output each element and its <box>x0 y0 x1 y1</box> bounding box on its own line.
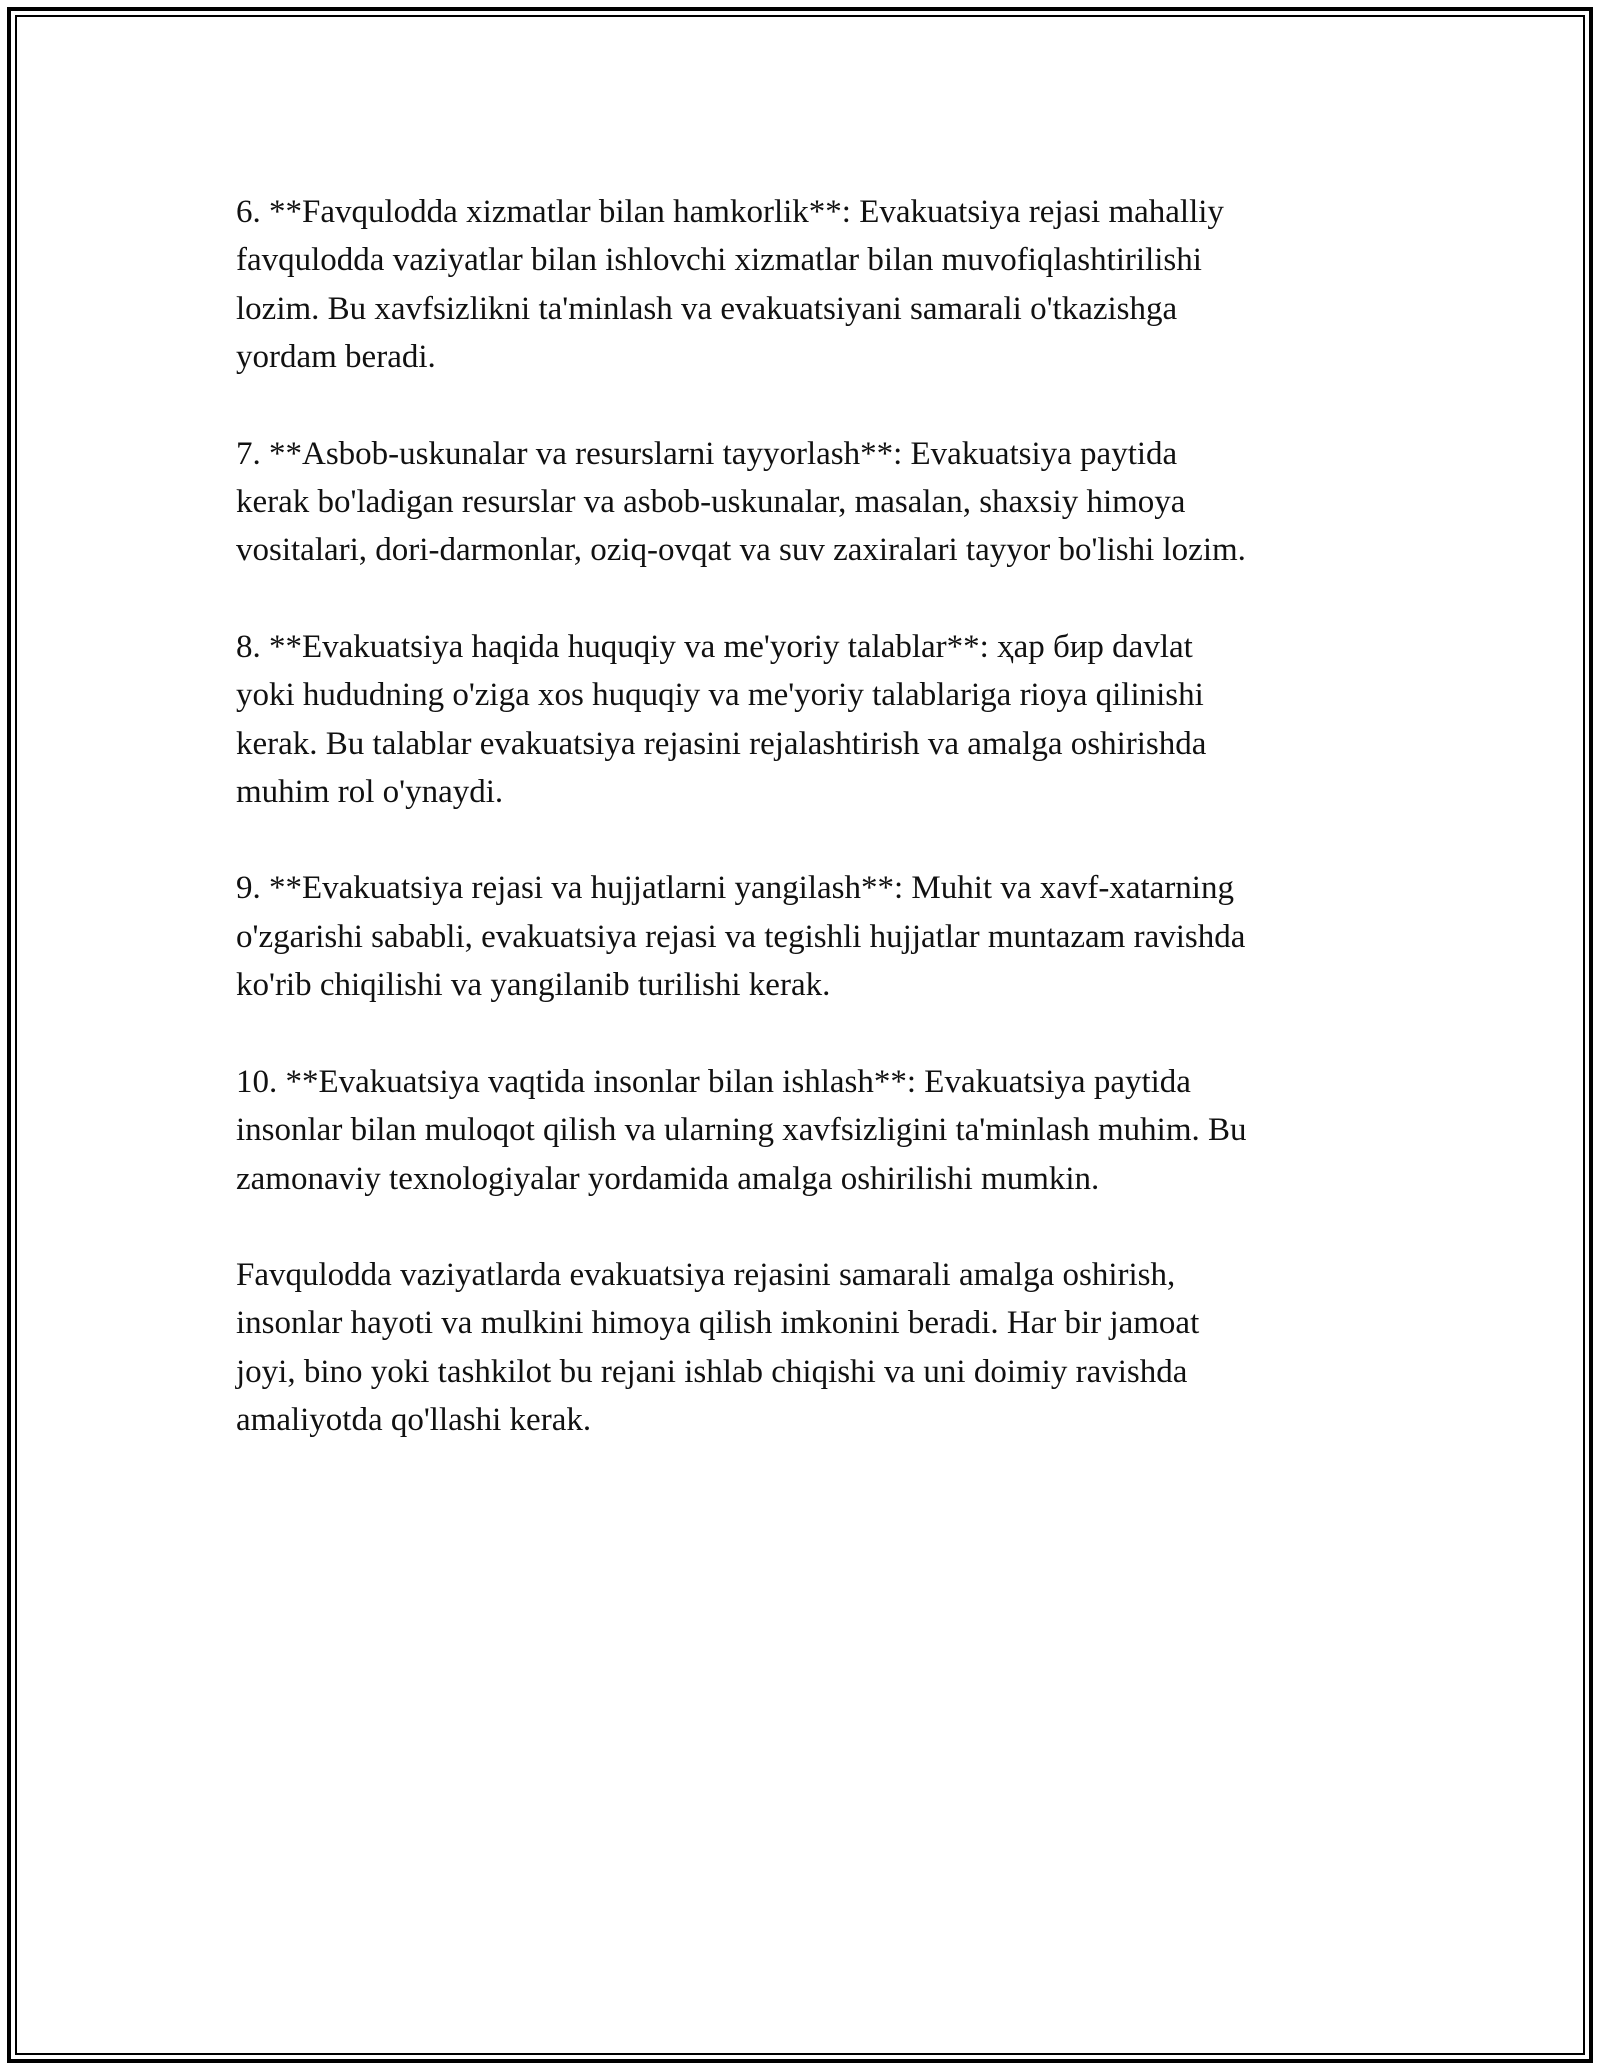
document-body <box>236 188 1386 1493</box>
paragraph-item-10: 10. **Evakuatsiya vaqtida insonlar bilan ishlash**: Evakuatsiya paytida insonlar bilan muloqot qilish va ularning xavfsizligini ta'minlash muhim. Bu zamonaviy texnologiyalar yordamida amalga oshirilishi mumkin. <box>236 1063 1247 1197</box>
paragraph-item-9: 9. **Evakuatsiya rejasi va hujjatlarni yangilash**: Muhit va xavf-xatarning o'zgarishi sababli, evakuatsiya rejasi va tegishli hujjatlar muntazam ravishda ko'rib chiqilishi va yangilanib turilishi kerak. <box>236 870 1246 1004</box>
paragraph-conclusion: Favqulodda vaziyatlarda evakuatsiya rejasini samarali amalga oshirish, insonlar hayoti va mulkini himoya qilish imkonini beradi. Har bir jamoat joyi, bino yoki tashkilot bu rejani ishlab chiqishi va uni doimiy ravishda amaliyotda qo'llashi kerak. <box>236 1256 1200 1439</box>
paragraph-item-8: 8. **Evakuatsiya haqida huquqiy va me'yoriy talablar**: ҳар бир davlat yoki hududning o'ziga xos huquqiy va me'yoriy talablariga rioya qilinishi kerak. Bu talablar evakuatsiya rejasini rejalashtirish va amalga oshirishda muhim rol o'ynaydi. <box>236 628 1207 811</box>
paragraph-item-6: 6. **Favqulodda xizmatlar bilan hamkorlik**: Evakuatsiya rejasi mahalliy favqulodda vaziyatlar bilan ishlovchi xizmatlar bilan muvofiqlashtirilishi lozim. Bu xavfsizlikni ta'minlash va evakuatsiyani samarali o'tkazishga yordam beradi. <box>236 194 1224 376</box>
paragraph-item-7: 7. **Asbob-uskunalar va resurslarni tayyorlash**: Evakuatsiya paytida kerak bo'ladigan resurslar va asbob-uskunalar, masalan, shaxsiy himoya vositalari, dori-darmonlar, oziq-ovqat va suv zaxiralari tayyor bo'lishi lozim. <box>236 435 1246 569</box>
